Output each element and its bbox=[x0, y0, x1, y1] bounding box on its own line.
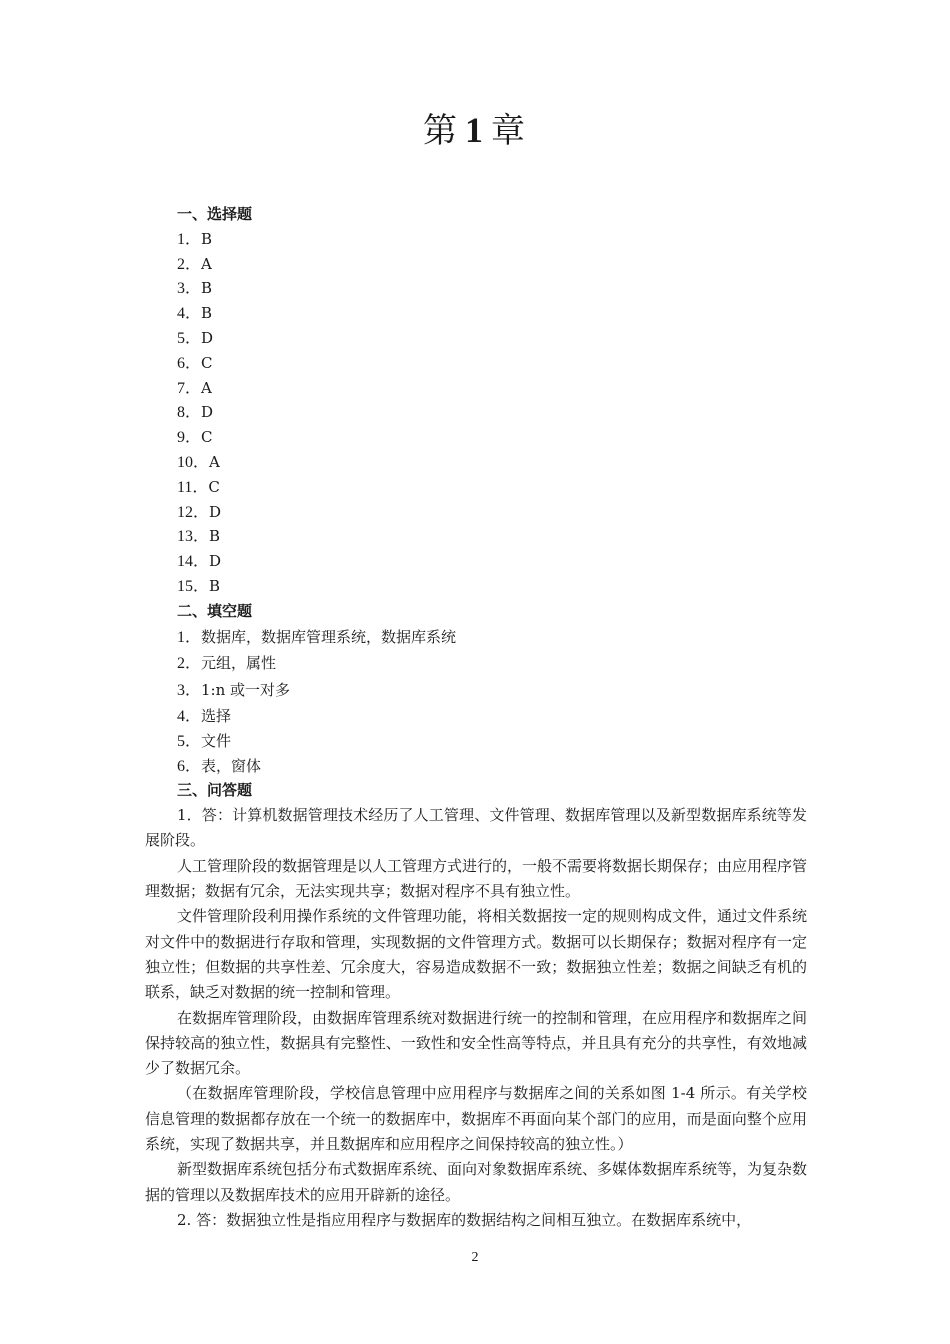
answer-paragraph: （在数据库管理阶段，学校信息管理中应用程序与数据库之间的关系如图 1-4 所示。有关学校信息管理的数据都存放在一个统一的数据库中，数据库不再面向某个部门的应用，而是面向整个应用系统，实现了数据共享，并且数据库和应用程序之间保持较高的独立性。） bbox=[145, 1084, 807, 1153]
fill-answer-list bbox=[145, 624, 807, 779]
list-item: 8．D bbox=[177, 403, 214, 422]
list-item: 13．B bbox=[177, 527, 221, 546]
section-heading-qa: 三、问答题 bbox=[177, 781, 253, 800]
page-number: 2 bbox=[471, 1250, 479, 1265]
answer-paragraph: 1．答：计算机数据管理技术经历了人工管理、文件管理、数据库管理以及新型数据库系统等发展阶段。 bbox=[145, 806, 807, 850]
section-heading-choice: 一、选择题 bbox=[177, 205, 253, 223]
section-heading-fill: 二、填空题 bbox=[177, 601, 253, 620]
list-item: 4．B bbox=[177, 304, 213, 323]
answer-paragraph: 2. 答：数据独立性是指应用程序与数据库的数据结构之间相互独立。在数据库系统中， bbox=[177, 1210, 752, 1229]
answer-paragraph: 文件管理阶段利用操作系统的文件管理功能，将相关数据按一定的规则构成文件，通过文件系统对文件中的数据进行存取和管理，实现数据的文件管理方式。数据可以长期保存；数据对程序有一定独立性；但数据的共享性差、冗余度大，容易造成数据不一致；数据独立性差；数据之间缺乏有机的联系，缺乏对数据的统一控制和管理。 bbox=[145, 907, 808, 1002]
chapter-title bbox=[0, 108, 950, 153]
chapter-title-suffix: 章 bbox=[491, 111, 527, 151]
list-item: 12．D bbox=[177, 502, 222, 521]
choice-answer-list bbox=[145, 227, 807, 599]
list-item: 3．1:n 或一对多 bbox=[177, 681, 291, 700]
list-item: 5．文件 bbox=[177, 731, 232, 750]
list-item: 2．元组，属性 bbox=[177, 654, 277, 673]
qa-answers bbox=[145, 803, 807, 1233]
list-item: 6．C bbox=[177, 353, 213, 372]
list-item: 4．选择 bbox=[177, 706, 232, 725]
list-item: 6．表，窗体 bbox=[177, 756, 262, 775]
list-item: 1．数据库，数据库管理系统，数据库系统 bbox=[177, 627, 457, 646]
answer-content bbox=[145, 202, 807, 1233]
list-item: 14．D bbox=[177, 552, 222, 571]
list-item: 3．B bbox=[177, 279, 213, 298]
list-item: 11．C bbox=[177, 477, 220, 496]
chapter-title-number: 1 bbox=[465, 110, 485, 150]
list-item: 10．A bbox=[177, 452, 220, 471]
list-item: 9．C bbox=[177, 428, 213, 447]
list-item: 15．B bbox=[177, 576, 221, 595]
list-item: 2．A bbox=[177, 254, 212, 273]
list-item: 7．A bbox=[177, 378, 212, 397]
list-item: 5．D bbox=[177, 328, 214, 347]
answer-paragraph: 在数据库管理阶段，由数据库管理系统对数据进行统一的控制和管理，在应用程序和数据库之间保持较高的独立性，数据具有完整性、一致性和安全性高等特点，并且具有充分的共享性，有效地减少了数据冗余。 bbox=[145, 1008, 808, 1078]
answer-paragraph: 新型数据库系统包括分布式数据库系统、面向对象数据库系统、多媒体数据库系统等，为复杂数据的管理以及数据库技术的应用开辟新的途径。 bbox=[145, 1160, 808, 1204]
chapter-title-prefix: 第 bbox=[423, 111, 459, 151]
list-item: 1．B bbox=[177, 229, 213, 248]
answer-paragraph: 人工管理阶段的数据管理是以人工管理方式进行的，一般不需要将数据长期保存；由应用程序管理数据；数据有冗余，无法实现共享；数据对程序不具有独立性。 bbox=[145, 856, 808, 901]
